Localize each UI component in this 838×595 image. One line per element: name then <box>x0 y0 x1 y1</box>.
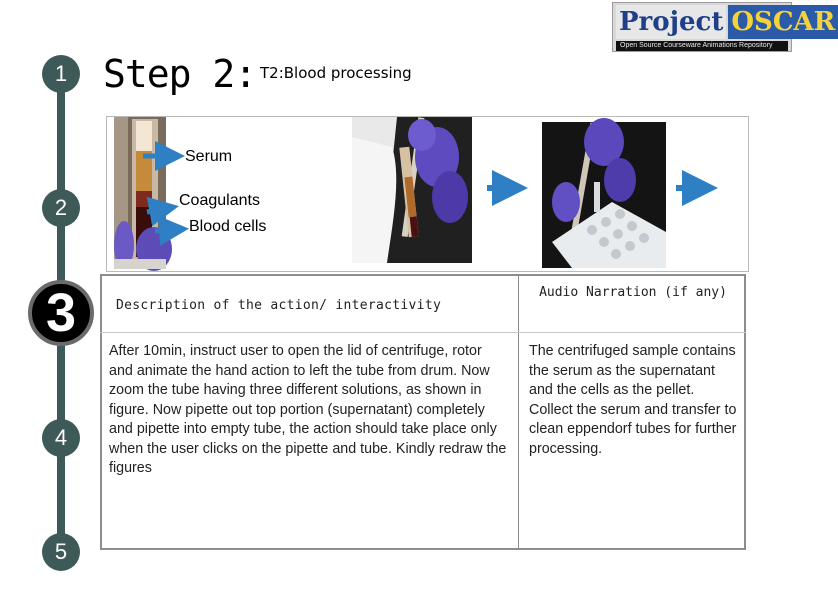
page-subtitle: T2:Blood processing <box>260 64 412 82</box>
audio-column-header: Audio Narration (if any) <box>539 285 727 300</box>
eppendorf-rack-photo <box>542 122 666 268</box>
project-oscar-logo <box>612 2 836 52</box>
page-title: Step 2: <box>103 52 257 96</box>
step-1-marker[interactable]: 1 <box>42 55 80 93</box>
logo-oscar-text: OSCAR <box>728 5 838 39</box>
blood-cells-label: Blood cells <box>189 218 267 235</box>
step-2-marker[interactable]: 2 <box>42 189 80 227</box>
step-3-marker-active[interactable]: 3 <box>28 280 94 346</box>
description-cell: After 10min, instruct user to open the lid of centrifuge, rotor and animate the hand action to left the tube from drum. Now zoom the tube having three different solutions, as shown in figure. Now pipette out top portion (supernatant) completely and pipette into empty tube, the action should take place only when the user clicks on the pipette and tube. Kindly redraw the figures <box>109 343 507 476</box>
logo-project-text: Project <box>616 5 726 39</box>
centrifuged-tube-photo <box>114 117 166 269</box>
serum-label: Serum <box>185 148 233 165</box>
logo-tagline: Open Source Courseware Animations Repository <box>616 41 788 51</box>
step-5-marker[interactable]: 5 <box>42 533 80 571</box>
header-rule <box>100 332 746 333</box>
column-divider <box>518 274 519 550</box>
description-column-header: Description of the action/ interactivity <box>116 298 442 313</box>
coagulants-label: Coagulants <box>179 192 260 209</box>
pipetting-photo <box>352 117 472 263</box>
audio-narration-cell: The centrifuged sample contains the serum as the supernatant and the cells as the pellet. Collect the serum and transfer to clean eppendorf tubes for further processing. <box>529 343 737 457</box>
step-4-marker[interactable]: 4 <box>42 419 80 457</box>
